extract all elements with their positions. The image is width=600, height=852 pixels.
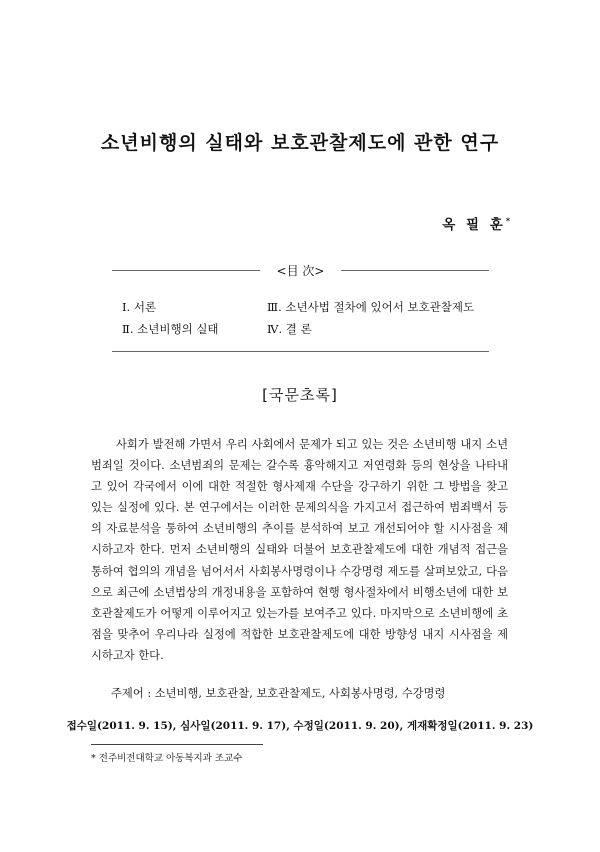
author-name: 옥 필 훈 (442, 217, 506, 233)
toc-item-4: Ⅳ. 결 론 (267, 322, 312, 336)
paper-title: 소년비행의 실태와 보호관찰제도에 관한 연구 (100, 132, 500, 154)
submission-dates: 접수일(2011. 9. 15), 심사일(2011. 9. 17), 수정일(2011. 9. 20), 게재확정일(2011. 9. 23) (66, 720, 534, 732)
author-footnote-mark: * (505, 215, 510, 226)
toc-bottom-rule (112, 351, 489, 352)
toc-item-2: Ⅱ. 소년비행의 실태 (122, 322, 219, 336)
abstract-text: 사회가 발전해 가면서 우리 사회에서 문제가 되고 있는 것은 소년비행 내지 소년범죄일 것이다. 소년범죄의 문제는 갈수록 흉악해지고 저연령화 등의 현상을 나타내고 있어 각국에서 이에 대한 적절한 형사제재 수단을 강구하기 위한 그 방법을 찾고 있는 실정에 있다. 본 연구에서는 이러한 문제의식을 가지고서 접근하여 범죄백서 등의 자료분석을 통하여 소년비행의 추이를 분석하여 보고 개선되어야 할 시사점을 제시하고자 한다. 먼저 소년비행의 실태와 더불어 보호관찰제도에 대한 개념적 접근을 통하여 협의의 개념을 넘어서서 사회봉사명령이나 수강명령 제도를 살펴보았고, 다음으로 최근에 소년법상의 개정내용을 포함하여 현행 형사절차에서 비행소년에 대한 보호관찰제도가 어떻게 이루어지고 있는가를 보여주고 있다. 마지막으로 소년비행에 초점을 맞추어 우리나라 실정에 적합한 보호관찰제도에 대한 방향성 내지 시사점을 제시하고자 한다. (91, 438, 508, 662)
abstract-body (91, 434, 508, 666)
toc-item-1: Ⅰ. 서론 (122, 300, 157, 314)
abstract-heading: [국문초록] (262, 386, 338, 404)
footnote-rule (91, 744, 263, 745)
author-affiliation-footnote: * 전주비전대학교 아동복지과 조교수 (91, 753, 243, 764)
keywords: 주제어 : 소년비행, 보호관찰, 보호관찰제도, 사회봉사명령, 수강명령 (111, 687, 446, 700)
author-line (442, 213, 510, 233)
toc-heading: <目 次> (276, 264, 325, 278)
table-of-contents (112, 264, 489, 352)
toc-item-3: Ⅲ. 소년사법 절차에 있어서 보호관찰제도 (267, 300, 475, 314)
